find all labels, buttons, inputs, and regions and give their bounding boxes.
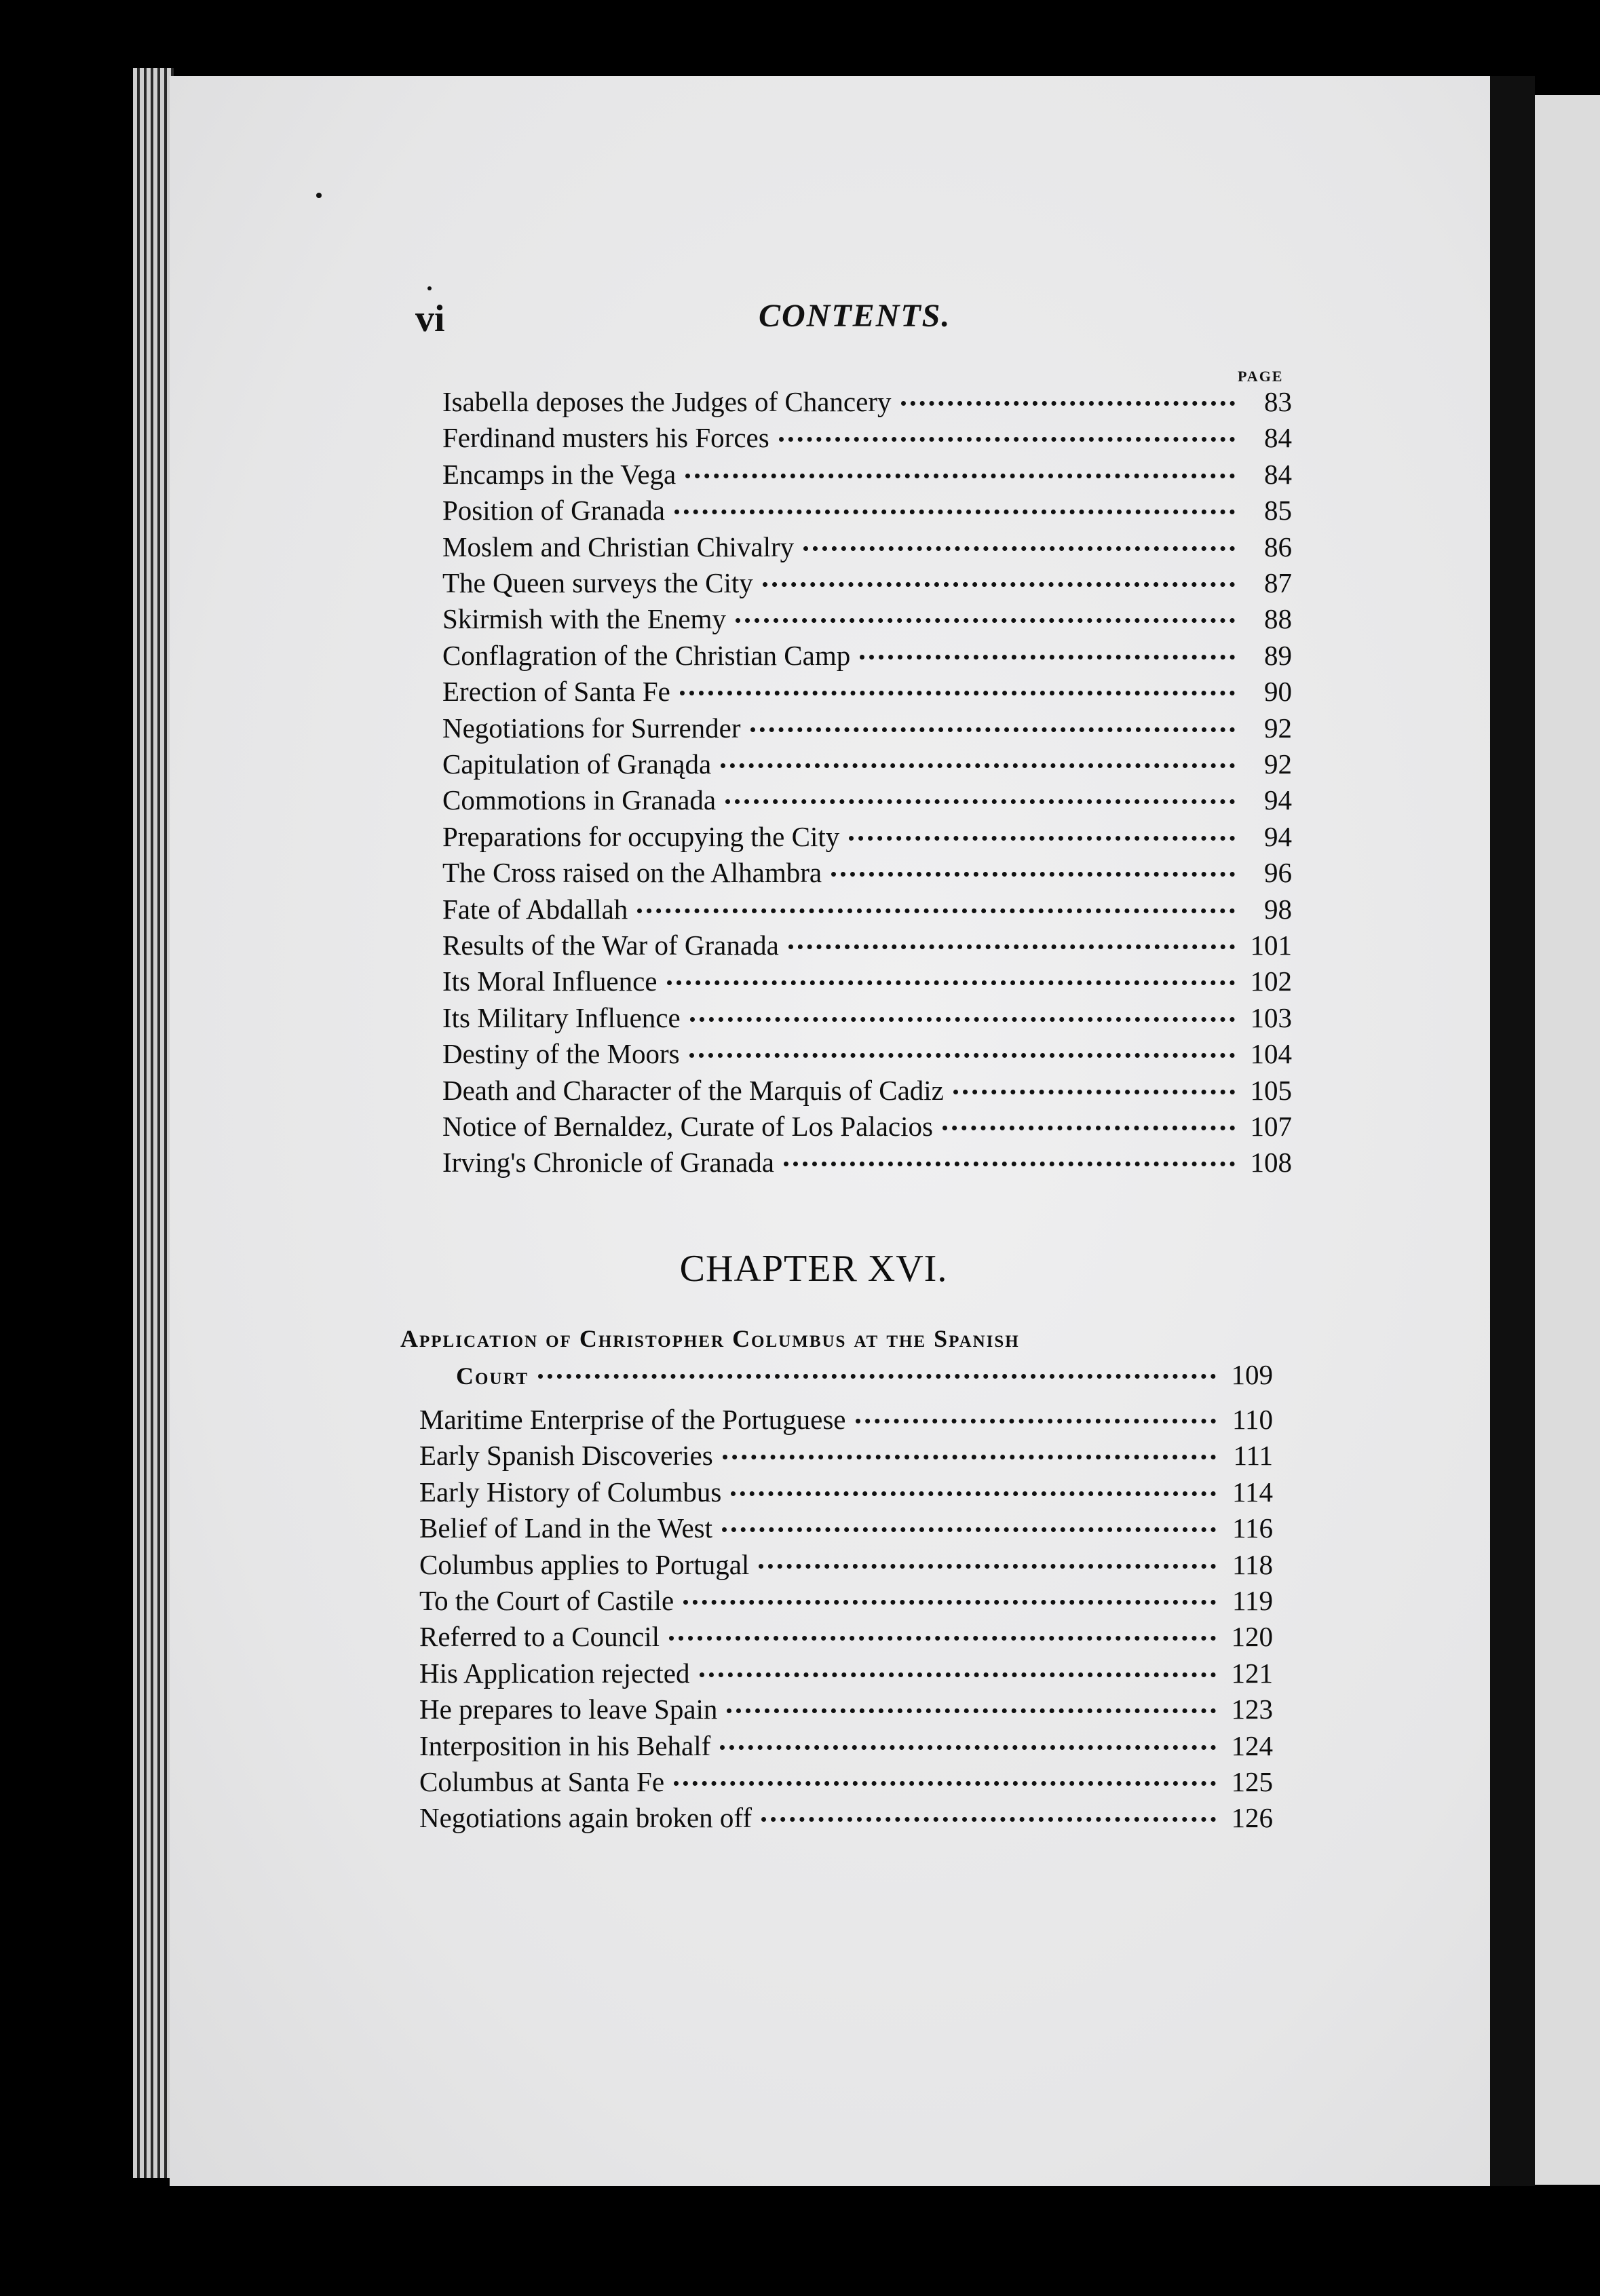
ink-speck (427, 286, 432, 290)
dot-leader (667, 980, 1236, 985)
toc-entry-title: Commotions in Granada (442, 784, 717, 816)
toc-entry (419, 1548, 1273, 1585)
toc-entry-title: Columbus at Santa Fe (419, 1766, 665, 1797)
toc-entry-title: Fate of Abdallah (442, 893, 628, 925)
toc-entry-title: Skirmish with the Enemy (442, 603, 726, 635)
toc-entry (442, 494, 1292, 531)
dot-leader (723, 1455, 1216, 1459)
toc-entry-page: 94 (1264, 784, 1292, 816)
dot-leader (759, 1564, 1216, 1569)
toc-entry (419, 1693, 1273, 1729)
toc-entry (419, 1512, 1273, 1548)
toc-entry-page: 102 (1250, 965, 1292, 997)
toc-entry (442, 458, 1292, 495)
dot-leader (680, 691, 1235, 695)
toc-entry-title: Interposition in his Behalf (419, 1729, 711, 1761)
page-folio: vi (415, 298, 445, 340)
toc-entry-title: Conflagration of the Christian Camp (442, 639, 851, 671)
toc-entry-title: Preparations for occupying the City (442, 820, 840, 852)
facing-page-edge (1535, 95, 1600, 2185)
toc-entry (442, 675, 1292, 712)
toc-entry-page: 121 (1231, 1657, 1273, 1689)
toc-entry-page: 105 (1250, 1074, 1292, 1106)
dot-leader (683, 1600, 1216, 1605)
toc-entry-page: 88 (1264, 603, 1292, 635)
toc-entry-title: Columbus applies to Portugal (419, 1548, 750, 1580)
toc-entry-page: 90 (1264, 676, 1292, 708)
dot-leader (674, 1781, 1216, 1786)
toc-entry-title: His Application rejected (419, 1657, 690, 1689)
toc-entry-title: Irving's Chronicle of Granada (442, 1147, 774, 1179)
chapter-title-court-row (456, 1358, 1273, 1395)
toc-entry-title: Notice of Bernaldez, Curate of Los Palacios (442, 1111, 933, 1142)
toc-entry-title: Ferdinand musters his Forces (442, 422, 769, 454)
toc-entry (442, 820, 1292, 857)
dot-leader (901, 401, 1236, 406)
toc-entry-page: 83 (1264, 386, 1292, 417)
dot-leader (700, 1672, 1217, 1677)
dot-leader (942, 1126, 1235, 1130)
dot-leader (784, 1162, 1235, 1166)
toc-entry-title: Early Spanish Discoveries (419, 1440, 713, 1472)
toc-entry (442, 965, 1292, 1001)
toc-entry-title: Isabella deposes the Judges of Chancery (442, 386, 892, 417)
dot-leader (803, 546, 1235, 551)
toc-entry-page: 116 (1232, 1512, 1273, 1544)
dot-leader (731, 1491, 1216, 1496)
chapter-title-line-1: Application of Christopher Columbus at the Spanish (400, 1325, 1020, 1352)
toc-entry (442, 712, 1292, 748)
toc-entry-title: The Queen surveys the City (442, 567, 753, 598)
toc-entry-page: 87 (1264, 567, 1292, 598)
toc-entry (442, 639, 1292, 676)
ink-speck (316, 193, 322, 198)
toc-entry-title: Negotiations for Surrender (442, 712, 741, 744)
toc-entry-title: Its Military Influence (442, 1001, 681, 1033)
toc-entry-title: Moslem and Christian Chivalry (442, 531, 795, 562)
toc-entry (419, 1729, 1273, 1766)
toc-entry-title: Erection of Santa Fe (442, 676, 670, 708)
dot-leader (761, 1817, 1216, 1822)
toc-entry-title: Belief of Land in the West (419, 1512, 713, 1544)
toc-entry-page: 92 (1264, 748, 1292, 780)
toc-entry (442, 748, 1292, 784)
toc-entry-page: 120 (1231, 1621, 1273, 1653)
toc-entry-title: Its Moral Influence (442, 965, 658, 997)
toc-entry-page: 103 (1250, 1001, 1292, 1033)
toc-entry-title: Maritime Enterprise of the Portuguese (419, 1404, 846, 1435)
dot-leader (725, 799, 1235, 804)
toc-entry-page: 111 (1233, 1440, 1273, 1472)
dot-leader (736, 618, 1235, 623)
dot-leader (763, 582, 1235, 587)
dot-leader (721, 763, 1235, 768)
toc-entry-title: He prepares to leave Spain (419, 1694, 718, 1725)
dot-leader (674, 510, 1235, 514)
toc-entry-title: Capitulation of Granąda (442, 748, 712, 780)
toc-entry-title: The Cross raised on the Alhambra (442, 857, 822, 889)
dot-leader (722, 1527, 1216, 1532)
dot-leader (669, 1636, 1216, 1641)
toc-entry-page: 89 (1264, 639, 1292, 671)
toc-entry-page: 85 (1264, 495, 1292, 527)
toc-entry (419, 1765, 1273, 1802)
toc-entry-title: Position of Granada (442, 495, 665, 527)
toc-entry (442, 929, 1292, 965)
toc-entry-page: 101 (1250, 930, 1292, 961)
toc-entry-page: 126 (1231, 1802, 1273, 1834)
toc-entry-page: 84 (1264, 422, 1292, 454)
toc-entry-page: 92 (1264, 712, 1292, 744)
toc-entry-title: Death and Character of the Marquis of Cadiz (442, 1074, 944, 1106)
toc-entry-title: Encamps in the Vega (442, 458, 677, 490)
toc-entry-title: Destiny of the Moors (442, 1038, 680, 1070)
toc-entry (442, 385, 1292, 422)
gutter-shadow (1490, 76, 1535, 2186)
toc-entry (442, 1037, 1292, 1074)
toc-entry (442, 1146, 1292, 1183)
dot-leader (750, 727, 1236, 732)
dot-leader (953, 1090, 1235, 1094)
toc-entry-page: 123 (1231, 1694, 1273, 1725)
dot-leader (860, 655, 1235, 659)
toc-entry (419, 1657, 1273, 1694)
dot-leader (685, 474, 1235, 478)
toc-entry-page: 84 (1264, 458, 1292, 490)
toc-entry (419, 1403, 1273, 1440)
toc-entry-page: 96 (1264, 857, 1292, 889)
toc-entry-page: 94 (1264, 820, 1292, 852)
dot-leader (637, 908, 1235, 913)
dot-leader (788, 944, 1235, 949)
running-head-title: CONTENTS. (759, 298, 951, 334)
toc-entry (442, 531, 1292, 567)
toc-entry (442, 1074, 1292, 1111)
toc-entry (442, 856, 1292, 893)
toc-entry (419, 1439, 1273, 1476)
toc-entry (442, 567, 1292, 603)
chapter-heading: CHAPTER XVI. (679, 1248, 948, 1290)
page-column-label: PAGE (1238, 368, 1284, 385)
toc-entry-page: 108 (1250, 1147, 1292, 1179)
toc-entry (442, 1110, 1292, 1147)
toc-entry-page: 86 (1264, 531, 1292, 562)
dot-leader (690, 1017, 1235, 1022)
toc-entry-page: 98 (1264, 893, 1292, 925)
toc-entry-title: Referred to a Council (419, 1621, 660, 1653)
dot-leader (856, 1419, 1217, 1423)
toc-entry-title: Negotiations again broken off (419, 1802, 752, 1834)
dot-leader (727, 1708, 1216, 1713)
toc-entry (419, 1801, 1273, 1838)
toc-entry (442, 421, 1292, 458)
toc-entry-title: Early History of Columbus (419, 1476, 722, 1508)
chapter-title-line-2: Court (456, 1362, 529, 1390)
toc-entry-page: 118 (1232, 1548, 1273, 1580)
dot-leader (538, 1374, 1216, 1379)
dot-leader (720, 1745, 1216, 1750)
toc-entry (442, 1001, 1292, 1038)
dot-leader (689, 1053, 1235, 1058)
page-edge-stack (133, 68, 174, 2178)
toc-entry (419, 1476, 1273, 1512)
toc-entry (442, 893, 1292, 930)
toc-entry-page: 114 (1232, 1476, 1273, 1508)
toc-entry (442, 602, 1292, 639)
dot-leader (831, 872, 1235, 877)
toc-entry-page: 125 (1231, 1766, 1273, 1797)
dot-leader (779, 437, 1235, 442)
toc-entry (442, 784, 1292, 820)
chapter-title-page: 109 (1231, 1359, 1273, 1390)
toc-entry-page: 110 (1232, 1404, 1273, 1435)
toc-entry-title: To the Court of Castile (419, 1585, 674, 1616)
toc-entry-title: Results of the War of Granada (442, 930, 779, 961)
dot-leader (849, 836, 1235, 841)
toc-entry (419, 1584, 1273, 1621)
toc-entry-page: 124 (1231, 1729, 1273, 1761)
toc-entry (419, 1620, 1273, 1657)
toc-entry-page: 107 (1250, 1111, 1292, 1142)
toc-entry-page: 119 (1232, 1585, 1273, 1616)
toc-entry-page: 104 (1250, 1038, 1292, 1070)
